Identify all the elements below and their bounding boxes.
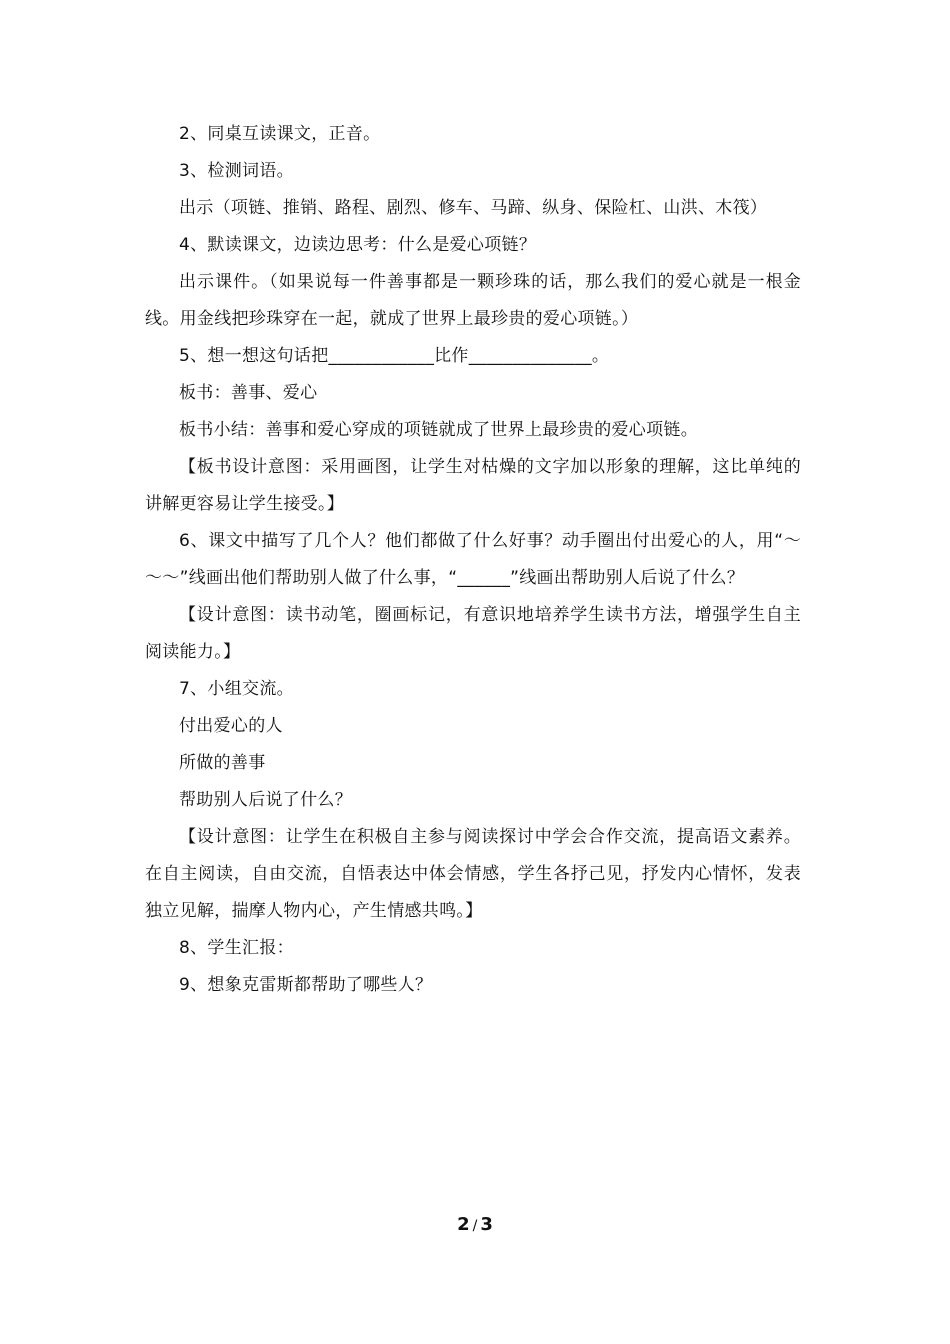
paragraph-loving-people: 付出爱心的人 <box>179 716 283 736</box>
paragraph-vocabulary-list: 出示（项链、推销、路程、剧烈、修车、马蹄、纵身、保险杠、山洪、木筏） <box>179 198 768 218</box>
document-body <box>145 116 801 1004</box>
paragraph-step-3: 3、检测词语。 <box>179 161 294 181</box>
paragraph-design-intent-reading: 【设计意图：读书动笔，圈画标记，有意识地培养学生读书方法，增强学生自主阅读能力。】 <box>145 605 801 662</box>
paragraph-step-6: 6、课文中描写了几个人？他们都做了什么好事？动手圈出付出爱心的人，用“～～～”线画出他们帮助别人做了什么事，“______”线画出帮助别人后说了什么？ <box>145 531 801 588</box>
paragraph-step-5: 5、想一想这句话把____________比作______________。 <box>179 346 610 366</box>
page-number <box>0 1214 950 1235</box>
paragraph-board-design-intent: 【板书设计意图：采用画图，让学生对枯燥的文字加以形象的理解，这比单纯的讲解更容易让学生接受。】 <box>145 457 801 514</box>
paragraph-good-deeds: 所做的善事 <box>179 753 266 773</box>
page-current: 2 <box>457 1214 470 1235</box>
paragraph-what-said: 帮助别人后说了什么？ <box>179 790 352 810</box>
paragraph-step-7: 7、小组交流。 <box>179 679 294 699</box>
paragraph-step-8: 8、学生汇报： <box>179 938 294 958</box>
page-total: 3 <box>480 1214 493 1235</box>
paragraph-step-9: 9、想象克雷斯都帮助了哪些人？ <box>179 975 433 995</box>
paragraph-step-2: 2、同桌互读课文，正音。 <box>179 124 381 144</box>
page-separator: / <box>472 1218 478 1234</box>
paragraph-design-intent-cooperation: 【设计意图：让学生在积极自主参与阅读探讨中学会合作交流，提高语文素养。在自主阅读，自由交流，自悟表达中体会情感，学生各抒己见，抒发内心情怀，发表独立见解，揣摩人物内心，产生情感共鸣。】 <box>145 827 801 921</box>
paragraph-step-4: 4、默读课文，边读边思考：什么是爱心项链？ <box>179 235 537 255</box>
paragraph-board-writing: 板书：善事、爱心 <box>179 383 318 403</box>
paragraph-board-summary: 板书小结：善事和爱心穿成的项链就成了世界上最珍贵的爱心项链。 <box>179 420 698 440</box>
paragraph-courseware: 出示课件。（如果说每一件善事都是一颗珍珠的话，那么我们的爱心就是一根金线。用金线把珍珠穿在一起，就成了世界上最珍贵的爱心项链。） <box>145 272 801 329</box>
